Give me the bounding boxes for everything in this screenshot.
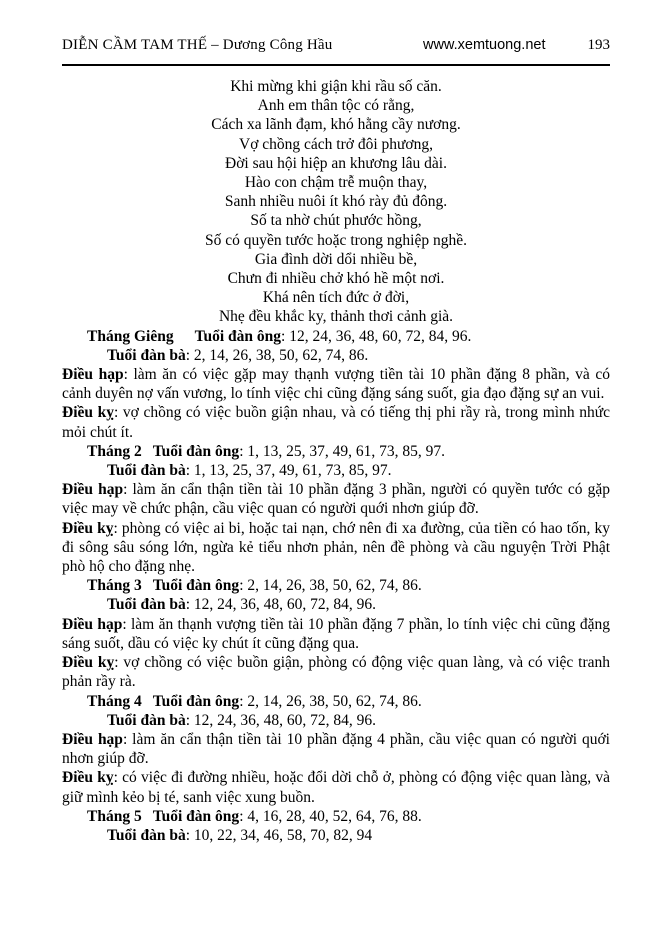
poem-line: Nhẹ đều khắc ky, thảnh thơi cảnh già. (218, 308, 454, 326)
dieu-hap-paragraph (62, 615, 610, 653)
dieu-ky-paragraph (62, 768, 610, 806)
poem-line: Anh em thân tộc có rằng, (257, 97, 415, 115)
women-ages-label: Tuổi đàn bà (107, 596, 186, 614)
dieu-hap-paragraph (62, 480, 610, 518)
poem-line: Khá nên tích đức ở đời, (262, 289, 410, 307)
dieu-hap-label: Điều hạp (62, 615, 123, 633)
dieu-ky-paragraph (62, 519, 610, 577)
men-ages-label: Tuổi đàn ông (194, 327, 282, 345)
month-name: Tháng 4 (87, 692, 142, 710)
page-header (62, 36, 610, 55)
women-ages-values: : 10, 22, 34, 46, 58, 70, 82, 94 (185, 826, 373, 844)
dieu-ky-text: : phòng có việc ai bi, hoặc tai nạn, chớ nên đi xa đường, của tiền có hao tốn, ky đi sông sâu sóng lớn, ngừa kẻ tiểu nhơn phản, nên đề phòng và cầu nguyện Trời Phật phò hộ cho đặng nhẹ. (62, 519, 610, 576)
month-section-3 (62, 576, 610, 691)
women-ages-label: Tuổi đàn bà (107, 462, 186, 480)
month-name: Tháng 2 (87, 442, 142, 460)
month-ages-men-line (62, 692, 610, 711)
poem-line: Chưn đi nhiều chở khó hề một nơi. (227, 270, 445, 288)
poem-line: Hào con chậm trễ muộn thay, (244, 174, 428, 192)
dieu-ky-label: Điều kỵ (62, 404, 114, 422)
men-ages-values: : 2, 14, 26, 38, 50, 62, 74, 86. (239, 577, 422, 595)
month-section-4 (62, 692, 610, 807)
dieu-hap-text: : làm ăn cẩn thận tiền tài 10 phần đặng 4 phần, cầu việc quan có người quới nhơn giúp đỡ. (62, 730, 610, 768)
month-ages-women-line (62, 461, 610, 480)
header-divider (62, 64, 610, 66)
month-section-giieng (62, 327, 610, 442)
dieu-ky-paragraph (62, 403, 610, 441)
women-ages-label: Tuổi đàn bà (107, 346, 186, 364)
website-url: www.xemtuong.net (422, 37, 546, 53)
poem-line: Số có quyền tước hoặc trong nghiệp nghề. (205, 231, 467, 249)
dieu-hap-label: Điều hạp (62, 481, 124, 499)
month-ages-women-line (62, 826, 610, 845)
women-ages-label: Tuổi đàn bà (107, 826, 186, 844)
dieu-ky-paragraph (62, 653, 610, 691)
dieu-hap-text: : làm ăn có việc gặp may thạnh vượng tiền tài 10 phần đặng 8 phần, và có cảnh duyên nợ vấn vương, lo tính việc chi cũng đặng sáng suốt, gia đạo đặng sự an vui. (62, 366, 610, 403)
month-section-5 (62, 807, 610, 845)
book-title: DIỄN CẦM TAM THẾ – Dương Công Hầu (62, 37, 333, 53)
dieu-ky-label: Điều kỵ (62, 769, 114, 787)
women-ages-values: : 2, 14, 26, 38, 50, 62, 74, 86. (185, 346, 369, 364)
dieu-hap-text: : làm ăn cẩn thận tiền tài 10 phần đặng 3 phần, người có quyền tước có gặp việc may về chức phận, cầu việc quan có người quới nhơn giúp đỡ. (62, 481, 610, 518)
men-ages-values: : 4, 16, 28, 40, 52, 64, 76, 88. (239, 807, 422, 825)
men-ages-values: : 1, 13, 25, 37, 49, 61, 73, 85, 97. (239, 442, 445, 460)
poem-line: Sanh nhiều nuôi ít khó rày đủ đông. (224, 193, 448, 211)
month-ages-women-line (62, 346, 610, 365)
men-ages-label: Tuổi đàn ông (152, 442, 240, 460)
month-ages-men-line (62, 442, 610, 461)
month-name: Tháng 3 (87, 577, 142, 595)
dieu-ky-text: : có việc đi đường nhiều, hoặc đổi dời chỗ ở, phòng có động việc quan làng, và giữ mình kẻo bị té, sanh việc xung buồn. (62, 769, 610, 806)
month-sections (62, 327, 610, 845)
dieu-ky-label: Điều kỵ (62, 654, 115, 672)
month-ages-women-line (62, 595, 610, 614)
month-ages-men-line (62, 576, 610, 595)
poem (62, 77, 610, 327)
poem-line: Gia đình dời dổi nhiều bề, (254, 250, 418, 268)
month-ages-men-line (62, 807, 610, 826)
men-ages-values: : 12, 24, 36, 48, 60, 72, 84, 96. (281, 327, 472, 345)
poem-line: Cách xa lãnh đạm, khó hằng cầy nương. (211, 116, 461, 134)
dieu-hap-label: Điều hạp (62, 730, 123, 748)
women-ages-values: : 12, 24, 36, 48, 60, 72, 84, 96. (185, 596, 377, 614)
dieu-hap-paragraph (62, 730, 610, 768)
dieu-hap-paragraph (62, 365, 610, 403)
men-ages-values: : 2, 14, 26, 38, 50, 62, 74, 86. (239, 692, 422, 710)
month-ages-men-line (62, 327, 610, 346)
month-section-2 (62, 442, 610, 576)
women-ages-values: : 12, 24, 36, 48, 60, 72, 84, 96. (185, 711, 377, 729)
month-name: Tháng Giêng (87, 327, 174, 345)
month-ages-women-line (62, 711, 610, 730)
poem-line: Khi mừng khi giận khi rầu số căn. (230, 78, 442, 95)
women-ages-values: : 1, 13, 25, 37, 49, 61, 73, 85, 97. (185, 462, 392, 480)
page-number: 193 (587, 37, 610, 53)
poem-line: Số ta nhờ chút phước hồng, (250, 212, 422, 230)
dieu-ky-label: Điều kỵ (62, 519, 114, 537)
dieu-ky-text: : vợ chồng có việc buồn giận nhau, và có tiếng thị phi rầy rà, trong mình nhức mỏi chút ít. (62, 404, 610, 441)
women-ages-label: Tuổi đàn bà (107, 711, 186, 729)
men-ages-label: Tuổi đàn ông (152, 692, 240, 710)
month-name: Tháng 5 (87, 807, 142, 825)
poem-line: Đời sau hội hiệp an khương lâu dài. (225, 154, 447, 172)
dieu-hap-text: : làm ăn thạnh vượng tiền tài 10 phần đặng 7 phần, lo tính việc chi cũng đặng sáng suốt, dầu có việc ky chút ít cũng đặng qua. (62, 615, 610, 652)
men-ages-label: Tuổi đàn ông (152, 807, 240, 825)
dieu-hap-label: Điều hạp (62, 366, 124, 384)
men-ages-label: Tuổi đàn ông (152, 577, 240, 595)
poem-line: Vợ chồng cách trở đôi phương, (239, 135, 433, 153)
dieu-ky-text: : vợ chồng có việc buồn giận, phòng có động việc quan làng, và có việc tranh phản rầy rà. (62, 654, 610, 691)
